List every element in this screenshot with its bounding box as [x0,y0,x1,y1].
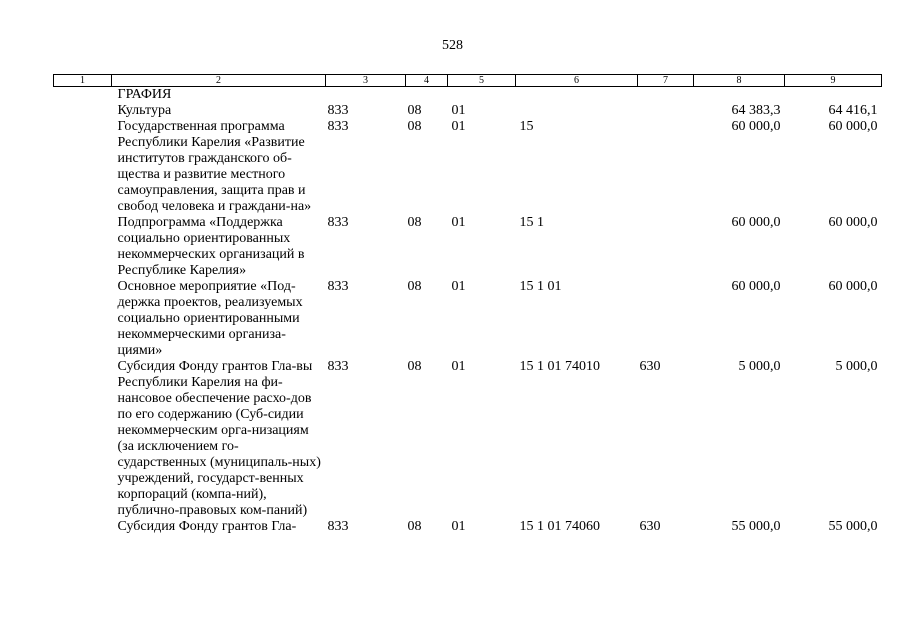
cell-col1 [54,87,112,104]
cell-target [516,87,638,104]
cell-col1 [54,279,112,359]
cell-col1 [54,119,112,215]
cell-ministry: 833 [327,519,349,534]
cell-ministry: 833 [327,215,349,230]
cell-name: ГРАФИЯ [117,87,172,102]
table-row [54,119,882,215]
column-header: 9 [785,75,882,87]
cell-amount-2: 64 416,1 [828,103,878,118]
table-row [54,103,882,119]
column-header: 7 [638,75,694,87]
cell-name: Подпрограмма «Поддержка социально ориентированных некоммерческих организаций в Республике Карелия» [117,215,305,278]
page-number: 528 [442,38,463,53]
cell-col1 [54,359,112,519]
cell-section [406,87,448,104]
cell-name: Субсидия Фонду грантов Гла-вы Республики Карелия на фи-нансовое обеспечение расхо-дов по его содержанию (Суб-сидии некоммерческим орга-низациям (за исключением го-сударственных (муниципаль-ных) учреждений, государст-венных корпораций (компа-ний), публично-правовых ком-паний) [117,359,321,518]
cell-ministry [326,87,406,104]
column-header: 4 [406,75,448,87]
cell-section: 08 [407,215,422,230]
cell-subsection [448,87,516,104]
cell-expense-type [638,119,694,215]
column-header: 6 [516,75,638,87]
cell-subsection: 01 [451,279,466,294]
cell-target: 15 [519,119,534,134]
cell-amount-2: 60 000,0 [828,119,878,134]
cell-subsection: 01 [451,519,466,534]
table-row [54,215,882,279]
column-header: 8 [694,75,785,87]
cell-name: Государственная программа Республики Карелия «Развитие институтов гражданского об-щества и развитие местного самоуправления, защита прав и свобод человека и граждани-на» [117,119,312,214]
cell-expense-type [638,103,694,119]
cell-col1 [54,103,112,119]
cell-ministry: 833 [327,279,349,294]
cell-target: 15 1 01 [519,279,562,294]
cell-expense-type [638,87,694,104]
cell-subsection: 01 [451,103,466,118]
cell-amount-2 [785,87,882,104]
cell-ministry: 833 [327,103,349,118]
cell-amount-1: 60 000,0 [731,215,781,230]
table-row [54,359,882,519]
cell-ministry: 833 [327,119,349,134]
cell-subsection: 01 [451,215,466,230]
cell-section: 08 [407,519,422,534]
cell-ministry: 833 [327,359,349,374]
cell-name: Основное мероприятие «Под-держка проектов, реализуемых социально ориентированными некоммерческими организа-циями» [117,279,303,358]
cell-amount-2: 60 000,0 [828,215,878,230]
table-row [54,519,882,535]
cell-target: 15 1 01 74010 [519,359,600,374]
cell-amount-1: 60 000,0 [731,279,781,294]
column-header: 3 [326,75,406,87]
table-row [54,279,882,359]
cell-expense-type [638,279,694,359]
cell-target: 15 1 01 74060 [519,519,600,534]
cell-amount-1: 55 000,0 [731,519,781,534]
cell-amount-1: 5 000,0 [738,359,781,374]
cell-name: Культура [117,103,172,118]
cell-target [516,103,638,119]
cell-amount-1: 60 000,0 [731,119,781,134]
cell-expense-type [638,215,694,279]
cell-amount-2: 55 000,0 [828,519,878,534]
cell-amount-2: 60 000,0 [828,279,878,294]
column-header: 5 [448,75,516,87]
cell-section: 08 [407,119,422,134]
cell-subsection: 01 [451,119,466,134]
cell-col1 [54,519,112,535]
table-header [54,75,882,87]
cell-name: Субсидия Фонду грантов Гла- [117,519,297,534]
cell-amount-2: 5 000,0 [835,359,878,374]
cell-subsection: 01 [451,359,466,374]
table-row [54,87,882,104]
cell-col1 [54,215,112,279]
cell-target: 15 1 [519,215,544,230]
column-header: 1 [54,75,112,87]
cell-expense-type: 630 [639,519,661,534]
cell-section: 08 [407,359,422,374]
budget-table [53,74,882,535]
column-header: 2 [112,75,326,87]
cell-section: 08 [407,279,422,294]
cell-amount-1 [694,87,785,104]
cell-amount-1: 64 383,3 [731,103,781,118]
cell-expense-type: 630 [639,359,661,374]
cell-section: 08 [407,103,422,118]
